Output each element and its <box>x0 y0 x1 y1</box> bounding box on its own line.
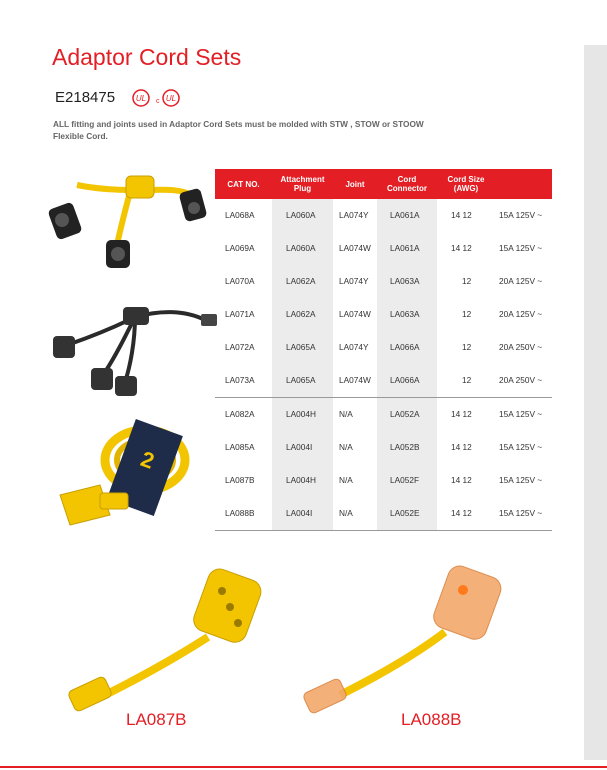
cell-rating: 20A 125V ~ <box>499 309 543 319</box>
cell-cat-no: LA087B <box>225 475 255 485</box>
svg-text:2: 2 <box>137 446 158 474</box>
table-row <box>215 265 552 298</box>
ul-listed-icon <box>131 88 187 108</box>
cell-attachment-plug: LA065A <box>286 342 316 352</box>
cell-cord-connector: LA066A <box>390 375 420 385</box>
cell-cord-connector: LA052B <box>390 442 420 452</box>
cell-cord-size: 12 <box>462 309 472 319</box>
spec-table <box>215 169 552 531</box>
table-bottom-line <box>215 530 552 531</box>
page-edge-bar <box>584 45 607 760</box>
table-row <box>215 364 552 397</box>
cell-cord-size: 14 12 <box>451 210 472 220</box>
footer-rule <box>0 766 607 768</box>
note-text: ALL fitting and joints used in Adaptor Cord Sets must be molded with STW , STOW or STOOW Flexible Cord. <box>53 119 424 141</box>
table-row <box>215 398 552 431</box>
svg-text:c: c <box>156 98 160 105</box>
cell-cord-size: 14 12 <box>451 243 472 253</box>
cell-attachment-plug: LA004H <box>286 475 316 485</box>
cell-attachment-plug: LA004H <box>286 409 316 419</box>
cert-number: E218475 <box>55 89 116 106</box>
cell-joint: N/A <box>339 475 353 485</box>
cell-rating: 20A 250V ~ <box>499 375 543 385</box>
cell-cat-no: LA085A <box>225 442 255 452</box>
cell-cat-no: LA069A <box>225 243 255 253</box>
cell-cord-connector: LA052A <box>390 409 420 419</box>
header-cat-no: CAT NO. <box>227 179 260 189</box>
cell-attachment-plug: LA060A <box>286 210 316 220</box>
cell-joint: LA074Y <box>339 342 369 352</box>
cell-cat-no: LA071A <box>225 309 255 319</box>
svg-text:UL: UL <box>135 94 147 103</box>
cell-cat-no: LA073A <box>225 375 255 385</box>
cell-cord-size: 14 12 <box>451 409 472 419</box>
la087b-product-image <box>50 565 270 715</box>
table-row <box>215 298 552 331</box>
header-cord-size: Cord Size (AWG) <box>447 175 485 193</box>
caption-la087b: LA087B <box>126 710 187 729</box>
cell-rating: 15A 125V ~ <box>499 409 543 419</box>
table-row <box>215 497 552 530</box>
caption-la088b: LA088B <box>401 710 462 729</box>
page-title: Adaptor Cord Sets <box>52 44 242 70</box>
cell-cord-connector: LA063A <box>390 309 420 319</box>
cell-cat-no: LA082A <box>225 409 255 419</box>
y-splitter-black-image <box>45 292 220 397</box>
table-row <box>215 431 552 464</box>
header-cord-connector: Cord Connector <box>387 175 427 193</box>
table-row <box>215 199 552 232</box>
table-group-1 <box>215 199 552 397</box>
header-attachment-plug: Attachment Plug <box>280 175 325 193</box>
cell-cat-no: LA070A <box>225 276 255 286</box>
cell-attachment-plug: LA062A <box>286 309 316 319</box>
cell-cord-size: 12 <box>462 375 472 385</box>
table-row <box>215 331 552 364</box>
cell-rating: 15A 125V ~ <box>499 442 543 452</box>
cell-attachment-plug: LA004I <box>286 508 313 518</box>
cell-attachment-plug: LA004I <box>286 442 313 452</box>
cell-joint: N/A <box>339 442 353 452</box>
cell-rating: 15A 125V ~ <box>499 508 543 518</box>
cell-attachment-plug: LA060A <box>286 243 316 253</box>
la088b-product-image <box>295 560 515 720</box>
cell-cord-size: 12 <box>462 276 472 286</box>
cell-cord-size: 14 12 <box>451 475 472 485</box>
cell-cord-connector: LA052F <box>390 475 420 485</box>
cell-joint: N/A <box>339 409 353 419</box>
table-row <box>215 464 552 497</box>
cell-cord-size: 14 12 <box>451 508 472 518</box>
table-header <box>215 169 552 199</box>
cell-cord-connector: LA066A <box>390 342 420 352</box>
y-splitter-yellow-image <box>42 160 212 270</box>
cell-joint: LA074Y <box>339 276 369 286</box>
cell-cat-no: LA068A <box>225 210 255 220</box>
cell-cord-connector: LA052E <box>390 508 420 518</box>
cell-rating: 15A 125V ~ <box>499 475 543 485</box>
cell-cord-connector: LA061A <box>390 243 420 253</box>
cell-attachment-plug: LA062A <box>286 276 316 286</box>
cell-joint: LA074W <box>339 243 371 253</box>
table-group-2 <box>215 398 552 530</box>
cell-rating: 20A 125V ~ <box>499 276 543 286</box>
cell-cord-size: 14 12 <box>451 442 472 452</box>
coiled-cord-packaged-image <box>40 405 190 535</box>
cell-cord-size: 12 <box>462 342 472 352</box>
cell-rating: 20A 250V ~ <box>499 342 543 352</box>
cell-cord-connector: LA061A <box>390 210 420 220</box>
header-joint: Joint <box>345 179 365 189</box>
cell-joint: LA074W <box>339 375 371 385</box>
cell-cat-no: LA088B <box>225 508 255 518</box>
cell-rating: 15A 125V ~ <box>499 243 543 253</box>
cell-cat-no: LA072A <box>225 342 255 352</box>
cell-attachment-plug: LA065A <box>286 375 316 385</box>
cell-joint: N/A <box>339 508 353 518</box>
svg-text:UL: UL <box>165 94 177 103</box>
cell-joint: LA074Y <box>339 210 369 220</box>
table-row <box>215 232 552 265</box>
cell-joint: LA074W <box>339 309 371 319</box>
cell-rating: 15A 125V ~ <box>499 210 543 220</box>
cell-cord-connector: LA063A <box>390 276 420 286</box>
